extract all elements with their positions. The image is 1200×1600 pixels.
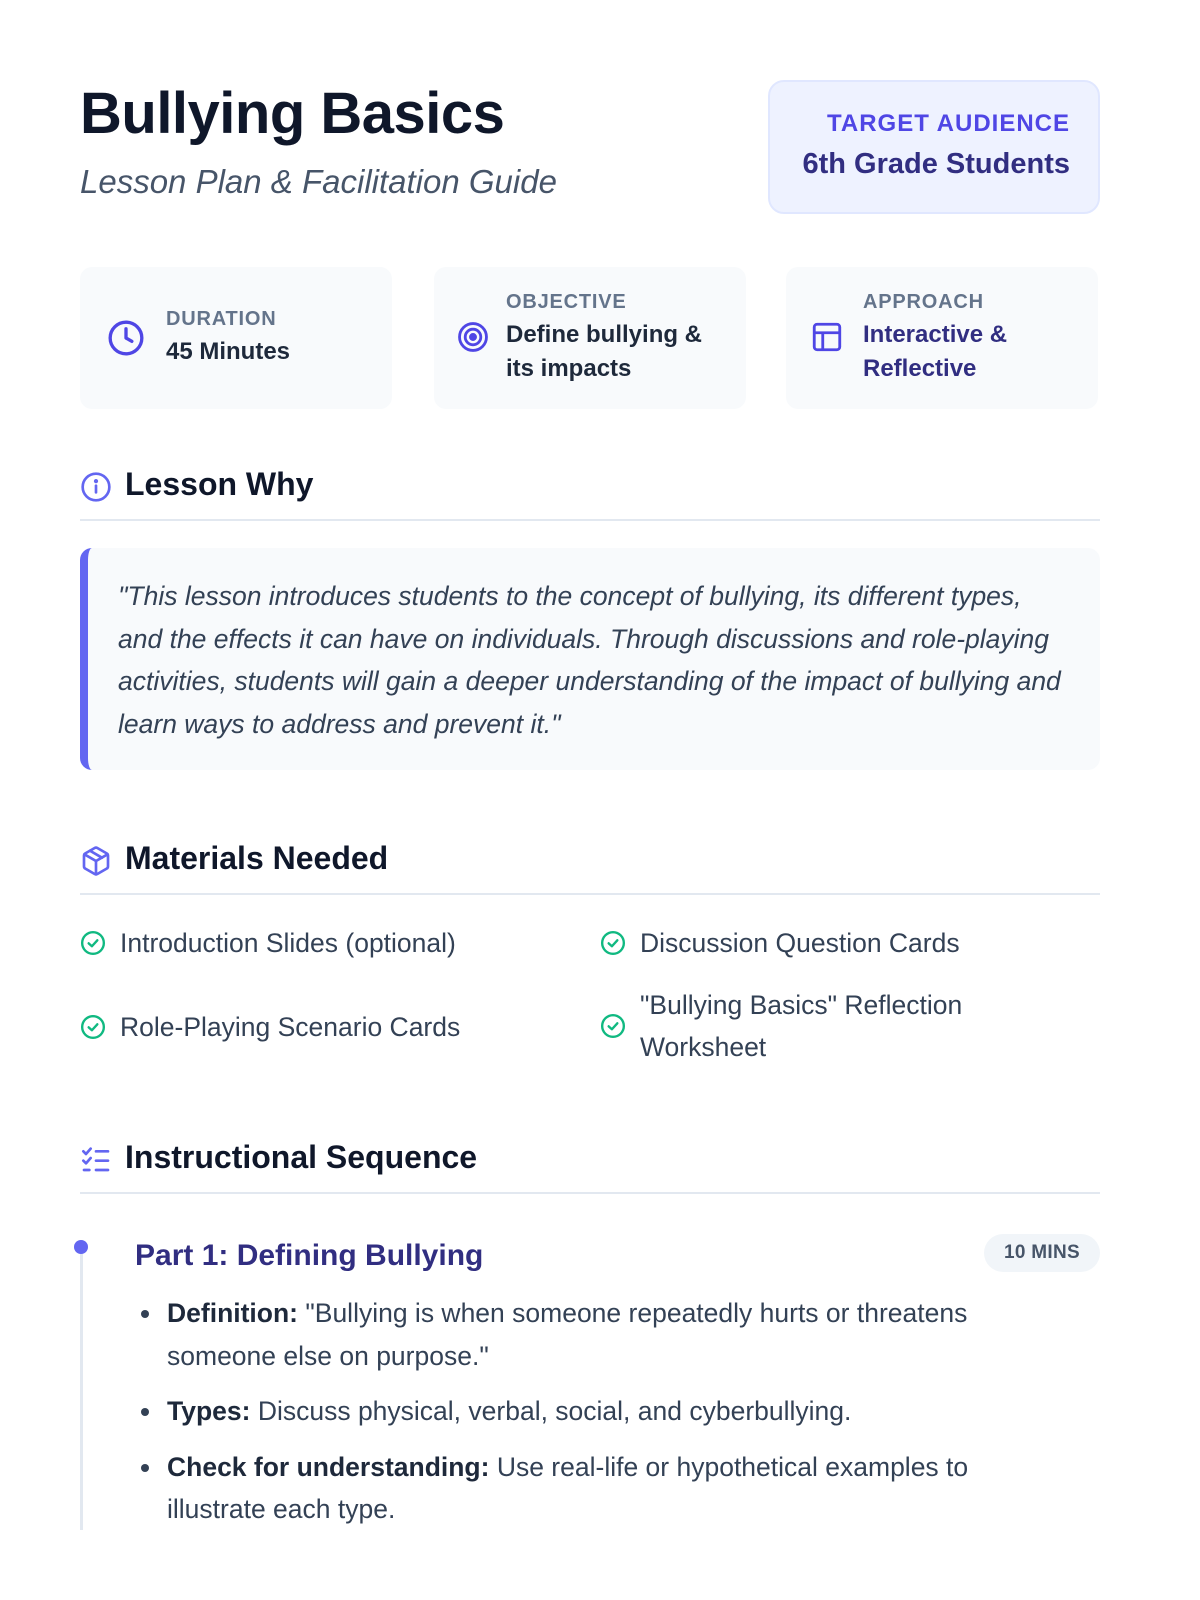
approach-card-text xyxy=(863,267,1007,409)
duration-value: 45 Minutes xyxy=(166,337,291,365)
check-circle-icon xyxy=(600,930,626,956)
duration-card-text xyxy=(166,267,290,409)
page-title: Bullying Basics xyxy=(80,81,505,146)
lesson-why-quote-text: "This lesson introduces students to the concept of bullying, its different types, and the effects it can have on individuals. Through discussions and role-playing activities, students will gain a deeper understanding of the impact of bullying and learn ways to address and prevent it." xyxy=(118,581,1061,739)
objective-value xyxy=(506,318,702,386)
target-audience-box xyxy=(768,80,1100,214)
bullet-text: "Bullying is when someone repeatedly hurts or threatens someone else on purpose." xyxy=(167,1298,968,1371)
approach-label: APPROACH xyxy=(863,290,984,313)
bullet-item xyxy=(167,1390,1047,1433)
bullet-text: Discuss physical, verbal, social, and cyberbullying. xyxy=(250,1396,852,1426)
bullet-label: Definition: xyxy=(167,1298,298,1328)
objective-value-line2: its impacts xyxy=(506,355,632,382)
clock-icon xyxy=(106,318,146,358)
target-icon xyxy=(456,320,490,354)
duration-badge: 10 MINS xyxy=(984,1234,1100,1272)
sequence-timeline xyxy=(80,1240,83,1530)
timeline-dot xyxy=(74,1240,88,1254)
approach-value-line2: Reflective xyxy=(863,355,977,382)
page-subtitle: Lesson Plan & Facilitation Guide xyxy=(80,163,557,200)
part-bullets xyxy=(167,1292,1047,1544)
material-item-text: Introduction Slides (optional) xyxy=(120,928,456,958)
check-circle-icon xyxy=(80,1014,106,1040)
checklist-icon xyxy=(80,1144,112,1176)
material-item xyxy=(600,922,1090,964)
layout-icon xyxy=(810,320,844,354)
objective-card xyxy=(434,267,746,409)
lesson-why-quote xyxy=(80,548,1100,770)
duration-label: DURATION xyxy=(166,307,277,330)
materials-header xyxy=(80,835,1100,895)
duration-card xyxy=(80,267,392,409)
bullet-item xyxy=(167,1292,1047,1377)
objective-value-line1: Define bullying & xyxy=(506,320,703,348)
material-item xyxy=(80,922,570,964)
material-item xyxy=(80,1006,570,1048)
sequence-title: Instructional Sequence xyxy=(125,1139,478,1175)
bullet-item xyxy=(167,1446,1047,1531)
material-item-text: "Bullying Basics" Reflection Worksheet xyxy=(640,990,963,1062)
material-item xyxy=(600,984,980,1068)
material-item-text: Role-Playing Scenario Cards xyxy=(120,1012,461,1042)
info-cards xyxy=(80,267,1100,409)
sequence-header xyxy=(80,1134,1100,1194)
lesson-why-header xyxy=(80,461,1100,521)
info-icon xyxy=(80,471,112,503)
part-title: Part 1: Defining Bullying xyxy=(135,1239,484,1272)
target-audience-value: 6th Grade Students xyxy=(802,147,1070,180)
package-icon xyxy=(80,845,112,877)
objective-card-text xyxy=(506,267,702,409)
approach-value xyxy=(863,318,1007,386)
approach-value-line1: Interactive & xyxy=(863,320,1008,348)
materials-list xyxy=(80,918,1100,1078)
bullet-label: Types: xyxy=(167,1396,251,1426)
target-audience-label: TARGET AUDIENCE xyxy=(827,110,1070,137)
lesson-plan-page xyxy=(80,0,1100,1600)
bullet-text: Use real-life or hypothetical examples to illustrate each type. xyxy=(167,1451,969,1524)
materials-title: Materials Needed xyxy=(125,840,389,876)
page-header xyxy=(80,80,1100,215)
material-item-text: Discussion Question Cards xyxy=(640,928,960,958)
approach-card xyxy=(786,267,1098,409)
check-circle-icon xyxy=(600,1013,626,1039)
objective-label: OBJECTIVE xyxy=(506,290,627,313)
bullet-label: Check for understanding: xyxy=(167,1451,490,1482)
check-circle-icon xyxy=(80,930,106,956)
lesson-why-title: Lesson Why xyxy=(125,466,314,502)
